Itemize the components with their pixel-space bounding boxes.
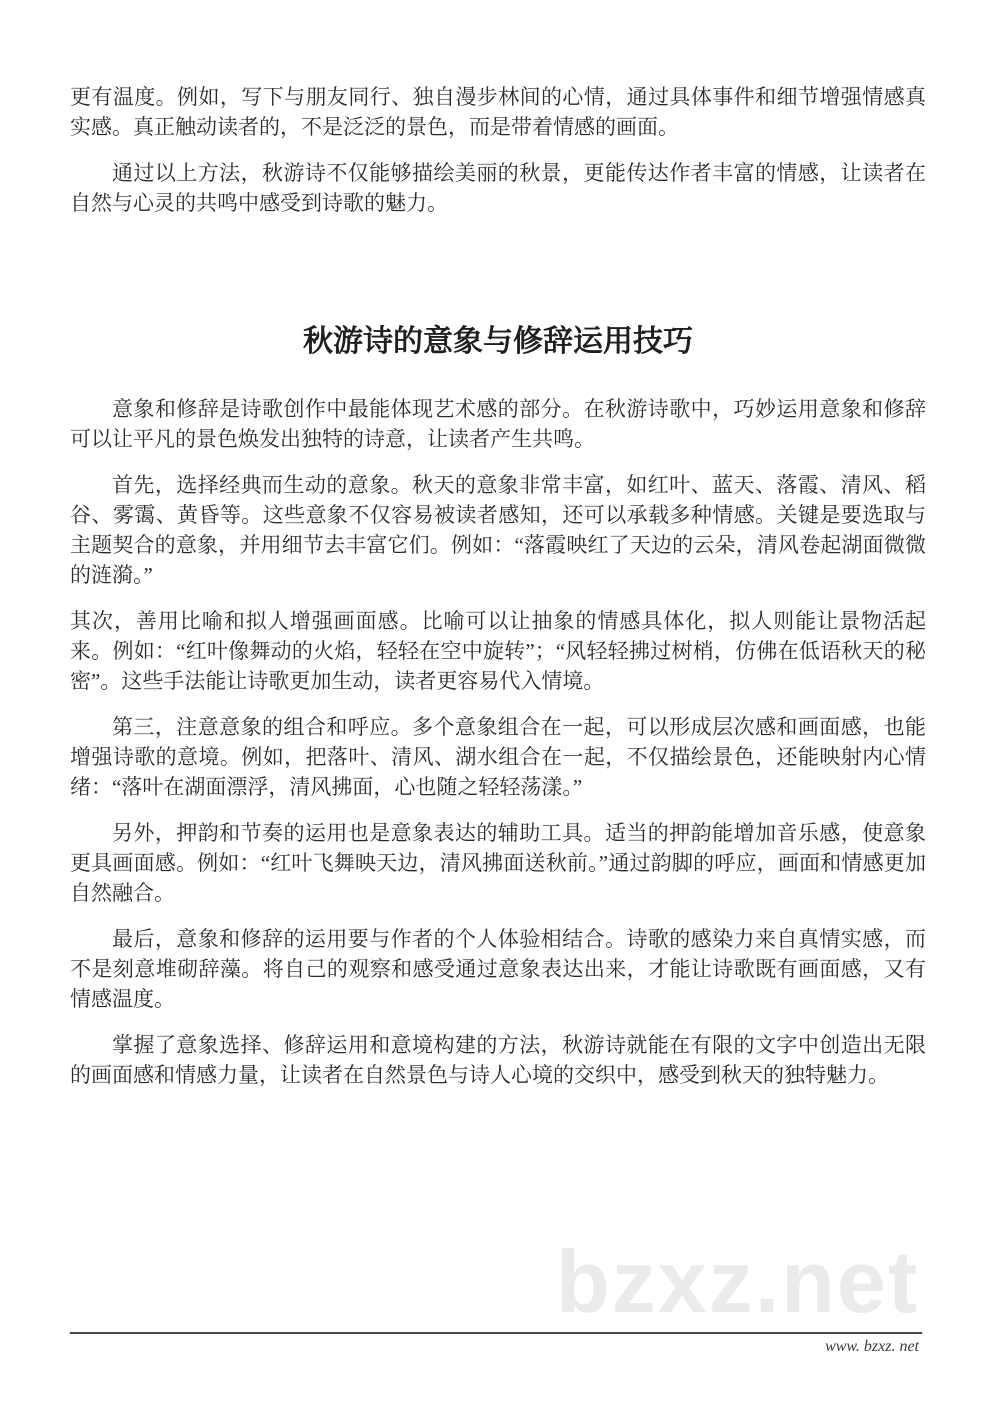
lead-paragraph-continuation: 更有温度。例如，写下与朋友同行、独自漫步林间的心情，通过具体事件和细节增强情感真实感。真正触动读者的，不是泛泛的景色，而是带着情感的画面。 (70, 85, 926, 139)
body-paragraph-first-point: 首先，选择经典而生动的意象。秋天的意象非常丰富，如红叶、蓝天、落霞、清风、稻谷、雾霭、黄昏等。这些意象不仅容易被读者感知，还可以承载多种情感。关键是要选取与主题契合的意象，并用细节去丰富它们。例如：“落霞映红了天边的云朵，清风卷起湖面微微的涟漪。” (70, 473, 926, 587)
body-paragraph-summary: 掌握了意象选择、修辞运用和意境构建的方法，秋游诗就能在有限的文字中创造出无限的画面感和情感力量，让读者在自然景色与诗人心境的交织中，感受到秋天的独特魅力。 (70, 1033, 926, 1087)
page-content (70, 82, 926, 1106)
body-paragraph-rhyme-point: 另外，押韵和节奏的运用也是意象表达的辅助工具。适当的押韵能增加音乐感，使意象更具画面感。例如：“红叶飞舞映天边，清风拂面送秋前。”通过韵脚的呼应，画面和情感更加自然融合。 (70, 821, 926, 905)
footer-divider (70, 1332, 922, 1334)
body-paragraph-second-point: 其次，善用比喻和拟人增强画面感。比喻可以让抽象的情感具体化，拟人则能让景物活起来。例如：“红叶像舞动的火焰，轻轻在空中旋转”；“风轻轻拂过树梢，仿佛在低语秋天的秘密”。这些手法能让诗歌更加生动，读者更容易代入情境。 (70, 609, 926, 693)
section-title: 秋游诗的意象与修辞运用技巧 (303, 325, 693, 358)
body-paragraph-intro: 意象和修辞是诗歌创作中最能体现艺术感的部分。在秋游诗歌中，巧妙运用意象和修辞可以让平凡的景色焕发出独特的诗意，让读者产生共鸣。 (70, 397, 926, 451)
footer-site-url: www. bzxz. net (825, 1338, 919, 1355)
body-paragraph-final-point: 最后，意象和修辞的运用要与作者的个人体验相结合。诗歌的感染力来自真情实感，而不是刻意堆砌辞藻。将自己的观察和感受通过意象表达出来，才能让诗歌既有画面感，又有情感温度。 (70, 927, 926, 1011)
lead-paragraph-conclusion: 通过以上方法，秋游诗不仅能够描绘美丽的秋景，更能传达作者丰富的情感，让读者在自然与心灵的共鸣中感受到诗歌的魅力。 (70, 161, 926, 215)
watermark-text: bzxz.net (556, 1232, 920, 1331)
body-paragraph-third-point: 第三，注意意象的组合和呼应。多个意象组合在一起，可以形成层次感和画面感，也能增强诗歌的意境。例如，把落叶、清风、湖水组合在一起，不仅描绘景色，还能映射内心情绪：“落叶在湖面漂浮，清风拂面，心也随之轻轻荡漾。” (70, 715, 926, 799)
